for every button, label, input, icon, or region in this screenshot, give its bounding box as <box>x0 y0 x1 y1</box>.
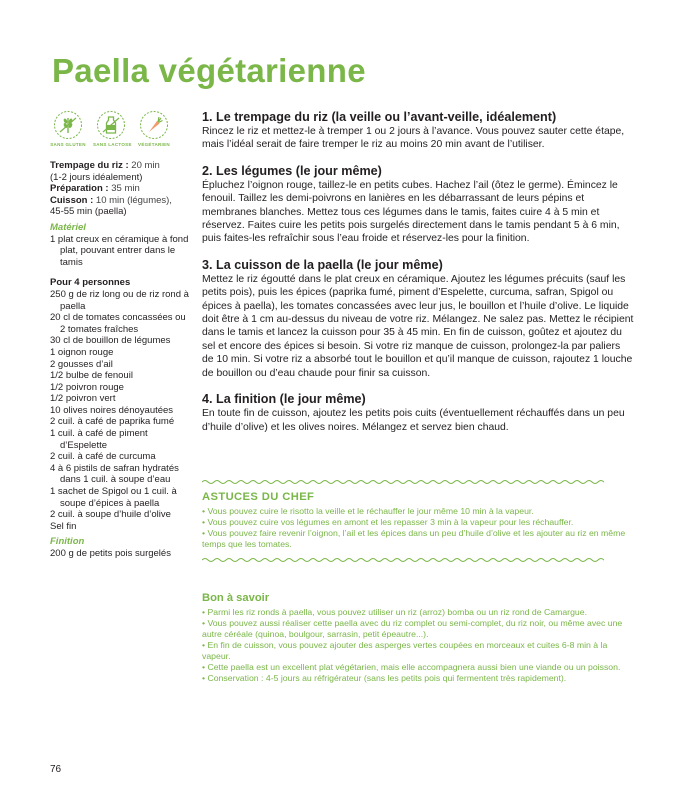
preparation-time <box>50 183 190 195</box>
list-item: 1/2 poivron vert <box>50 393 116 405</box>
trempage-label: Trempage du riz : <box>50 160 129 171</box>
step-text: Épluchez l’oignon rouge, taillez-le en petits cubes. Hachez l’ail (ôtez le germe). Émincez le fenouil. Taillez les demi-poivrons en lanières en les débarrassant de leurs pépins et membranes blanches. Mettez tous ces légumes dans le tamis, faites cuire 4 à 5 min et réservez. Faites cuire les petits pois surgelés directement dans le tamis pendant 5 à 6 min, puis faites-les refraîchir sous l’eau froide et réservez-les pour la finition. <box>202 179 620 245</box>
step-title: 2. Les légumes (le jour même) <box>202 163 382 178</box>
diet-badges <box>50 110 190 148</box>
list-item: 1 sachet de Spigol ou 1 cuil. à soupe d’épices à paella <box>50 486 177 509</box>
carrot-icon <box>139 110 169 140</box>
badge-label: VÉGÉTARIEN <box>138 142 170 147</box>
trempage-note: (1-2 jours idéalement) <box>50 171 143 183</box>
list-item: 2 cuil. à café de curcuma <box>50 451 156 463</box>
list-item: 1/2 bulbe de fenouil <box>50 370 133 382</box>
materiel-heading: Matériel <box>50 221 86 233</box>
list-item: 2 cuil. à soupe d’huile d’olive <box>50 509 171 521</box>
cuisson-label: Cuisson : <box>50 194 94 206</box>
step-text: Rincez le riz et mettez-le à tremper 1 ou 2 jours à l’avance. Vous pouvez sauter cette étape, mais l’idéal serait de faire tremper le riz au moins 20 min avant de l’utiliser. <box>202 126 625 151</box>
badge-label: SANS GLUTEN <box>50 142 86 147</box>
step-trempage <box>202 110 634 152</box>
step-finition <box>202 392 634 434</box>
cuisson-time <box>50 195 190 207</box>
step-legumes <box>202 164 634 246</box>
wheat-crossed-icon <box>53 110 83 140</box>
astuces-box <box>202 478 634 564</box>
preparation-label: Préparation : <box>50 183 109 195</box>
badge-sans-lactose <box>93 110 132 148</box>
step-cuisson <box>202 258 634 380</box>
badge-label: SANS LACTOSE <box>93 142 132 147</box>
list-item: 250 g de riz long ou de riz rond à paella <box>50 288 189 312</box>
step-text: En toute fin de cuisson, ajoutez les petits pois cuits (éventuellement réchauffés dans un peu d’huile d’olive) et les olives noires. Mélangez et servez bien chaud. <box>202 408 625 433</box>
list-item: 10 olives noires dénoyautées <box>50 404 174 416</box>
list-item: 2 cuil. à café de paprika fumé <box>50 416 175 428</box>
tip-item: • En fin de cuisson, vous pouvez ajouter des asperges vertes coupées en morceaux et cuites 6-8 min à la vapeur. <box>202 640 608 661</box>
step-title: 4. La finition (le jour même) <box>202 392 366 407</box>
bon-a-savoir-box <box>202 593 634 684</box>
milk-bottle-crossed-icon <box>96 110 126 140</box>
badge-sans-gluten <box>50 110 86 148</box>
finition-heading: Finition <box>50 536 85 548</box>
tip-item: • Vous pouvez cuire vos légumes en amont et les repasser 3 min à la vapeur pour les réchauffer. <box>202 517 574 527</box>
list-item: 1 oignon rouge <box>50 346 114 358</box>
wavy-divider-top <box>202 478 604 486</box>
finition-list <box>50 548 190 560</box>
list-item: 200 g de petits pois surgelés <box>50 548 171 559</box>
astuces-heading: ASTUCES DU CHEF <box>202 491 315 503</box>
preparation-value: 35 min <box>108 183 140 195</box>
wavy-divider-bottom <box>202 556 604 564</box>
step-title: 3. La cuisson de la paella (le jour même) <box>202 257 443 272</box>
ingredients-list <box>50 289 190 532</box>
step-title: 1. Le trempage du riz (la veille ou l’avant-veille, idéalement) <box>202 110 557 124</box>
list-item: 2 gousses d’ail <box>50 358 113 370</box>
list-item: 1 cuil. à café de piment d’Espelette <box>50 428 148 451</box>
cuisson-note: 45-55 min (paella) <box>50 206 127 218</box>
bon-a-savoir-heading: Bon à savoir <box>202 592 270 604</box>
recipe-sidebar <box>50 110 190 560</box>
tip-item: • Vous pouvez cuire le risotto la veille et le réchauffer le jour même 10 min à la vapeur. <box>202 506 534 516</box>
list-item: 20 cl de tomates concassées ou 2 tomates fraîches <box>50 312 186 335</box>
tip-item: • Parmi les riz ronds à paella, vous pouvez utiliser un riz (arroz) bomba ou un riz rond de Camargue. <box>202 607 587 617</box>
trempage-time <box>50 160 190 172</box>
ingredients-heading: Pour 4 personnes <box>50 277 131 289</box>
cuisson-value: 10 min (légumes), <box>93 194 172 206</box>
recipe-steps <box>202 110 634 446</box>
page-title: Paella végétarienne <box>52 52 366 89</box>
page-number: 76 <box>50 764 62 775</box>
list-item: 1/2 poivron rouge <box>50 381 124 393</box>
tip-item: • Vous pouvez faire revenir l’oignon, l’ail et les épices dans un peu d’huile d’olive et les ajouter au riz en même temps que les tomates. <box>202 528 626 549</box>
step-text: Mettez le riz égoutté dans le plat creux en céramique. Ajoutez les légumes précuits (sauf les petits pois), puis les épices (paprika fumé, piment d’Espelette, curcuma, safran, Spigol ou épices à paella), les tomates concassées avec leur jus, le bouillon et l’huile d’olive. Le liquide doit être à 1 cm au-dessus du niveau de votre riz. Mélangez. Ne salez pas. Mettez le récipient dans le tamis et lancez la cuisson pour 35 à 45 min. En fin de cuisson, goûtez et ajoutez du sel et encore des épices si besoin. Si votre riz manque de cuisson, prolongez-la par paliers de 10 min. Si votre riz a absorbé tout le bouillon et qu’il manque de cuisson, rajoutez 1 louche de bouillon ou d’eau chaude pour finir sa cuisson. <box>202 273 634 379</box>
list-item: 30 cl de bouillon de légumes <box>50 335 171 347</box>
materiel-list <box>50 234 190 269</box>
list-item: Sel fin <box>50 520 77 532</box>
badge-vegetarien <box>136 110 172 148</box>
tip-item: • Vous pouvez aussi réaliser cette paella avec du riz complet ou semi-complet, du riz noir, ou même avec une autre céréale (quinoa, boulgour, sarrasin, petit épeautre...). <box>202 618 623 639</box>
tip-item: • Conservation : 4-5 jours au réfrigérateur (sans les petits pois qui fermentent très rapidement). <box>202 673 567 683</box>
trempage-value: 20 min <box>128 160 160 171</box>
tip-item: • Cette paella est un excellent plat végétarien, mais elle accompagnera aussi bien une viande ou un poisson. <box>202 662 621 672</box>
list-item: 4 à 6 pistils de safran hydratés dans 1 cuil. à soupe d’eau <box>50 462 179 486</box>
list-item: 1 plat creux en céramique à fond plat, pouvant entrer dans le tamis <box>50 233 189 268</box>
